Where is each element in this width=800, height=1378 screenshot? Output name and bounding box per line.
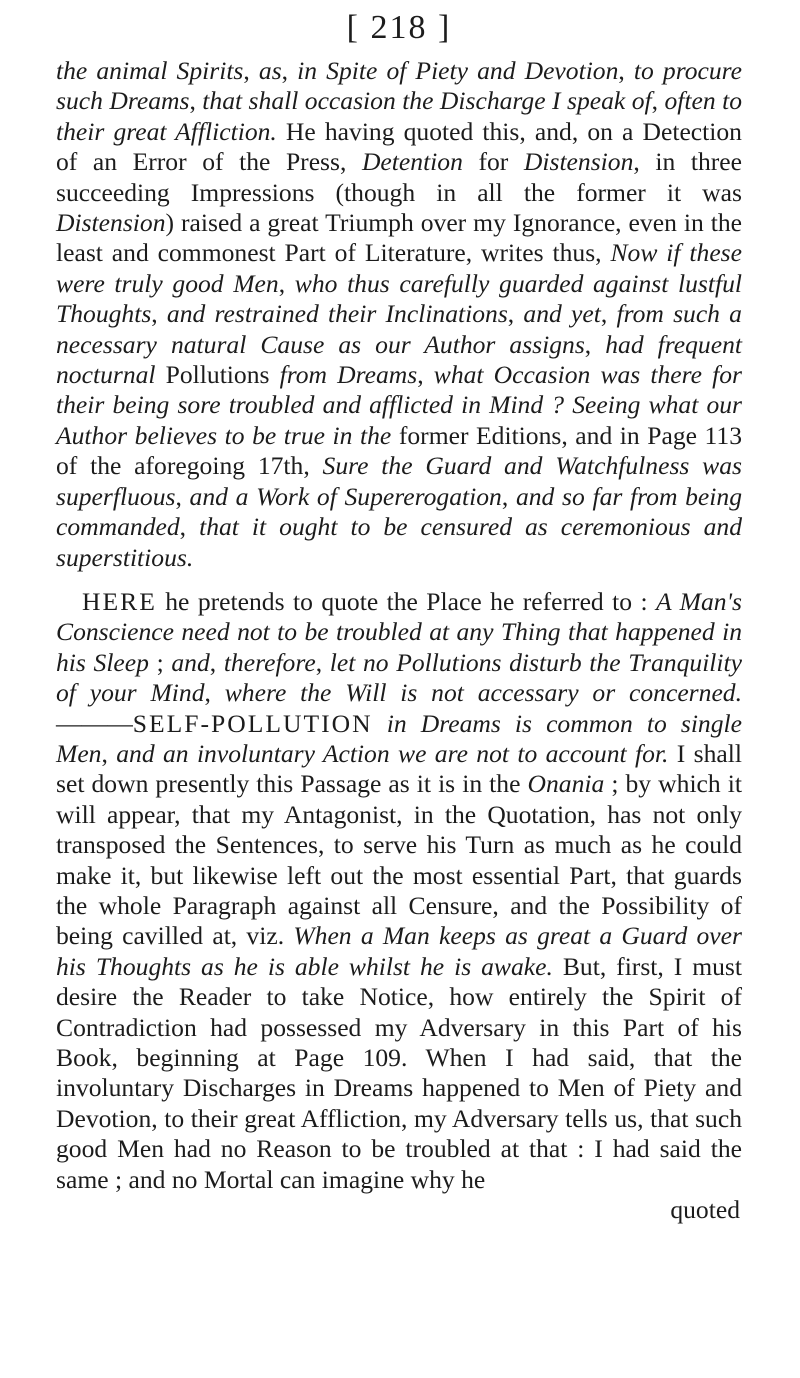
roman-run: ; by which it will appear, that my Antagonist, in the Quotation, has not only transposed the Sentences, to serve his Turn as much as he could make it, but likewise left out the most essential Part, that guards the whole Paragraph against all Censure, and the Possibility of being cavilled at, viz. <box>56 769 742 951</box>
italic-run: the animal Spirits <box>56 56 244 85</box>
italic-run: therefore <box>223 647 316 677</box>
italic-run: and a Work of Supererogation <box>189 481 502 511</box>
italic-run: and yet <box>523 299 601 329</box>
roman-run: I shall set down presently this Passage as it is in the <box>56 738 742 799</box>
italic-run: that it ought to be censured as ceremonious and superstitious. <box>56 512 743 572</box>
roman-run: , <box>243 56 259 85</box>
paragraph-1 <box>56 56 742 573</box>
roman-run <box>373 709 387 738</box>
roman-run: , <box>278 268 295 298</box>
paragraph-2 <box>56 587 742 1195</box>
roman-run: former Editions, and in Page 113 of the aforegoing 17th, <box>56 420 743 481</box>
roman-run: , <box>204 678 225 708</box>
roman-run: , <box>209 647 224 677</box>
italic-run: and an involuntary Action we are not to account for. <box>116 738 669 768</box>
roman-run: , <box>501 481 516 511</box>
roman-run: , <box>151 299 167 329</box>
roman-run: for <box>462 147 524 177</box>
italic-run: to procure such Dreams <box>56 56 743 116</box>
roman-run: ——— <box>56 708 133 738</box>
italic-run: where the Will is not accessary or concerned. <box>224 678 742 708</box>
roman-run: , <box>315 647 330 677</box>
roman-run: SELF-POLLUTION <box>132 708 373 738</box>
roman-run: He having quoted this, and, on a Detection of an Error of the Press, <box>56 116 742 177</box>
italic-run: who thus carefully guarded against lustful Thoughts <box>56 268 743 329</box>
roman-run: , in three succeeding Impressions (though in all the former it was <box>56 147 742 207</box>
roman-run: , <box>584 329 606 359</box>
italic-run: Detention <box>361 147 463 177</box>
roman-run: , <box>281 56 298 85</box>
italic-run: A Man's Conscience need not to be troubled at any Thing that happened in his Sleep <box>56 586 742 677</box>
italic-run: Distension <box>523 147 634 177</box>
roman-run: , <box>600 299 617 329</box>
italic-run: that shall occasion the Discharge I speak of <box>202 86 652 116</box>
italic-run: and <box>171 647 210 677</box>
roman-run: ) raised a great Triumph over my Ignorance, even in the least and commonest Part of Literature, writes thus, <box>56 208 742 268</box>
page-number-header: [ 218 ] <box>346 9 452 46</box>
roman-run: But, first, I must desire the Reader to take Notice, how entirely the Spirit of Contradiction had possessed my Adversary in this Part of his Book, beginning at Page 109. When I had said, that the involuntary Discharges in Dreams happened to Men of Piety and Devotion, to their great Affliction, my Adversary tells us, that such good Men had no Reason to be troubled at that : I had said the same ; and no Mortal can imagine why he <box>56 951 742 1194</box>
italic-run: what Occasion was there for their being sore troubled and afflicted in Mind ? Seeing what our Author believes to be true in the <box>56 360 743 450</box>
italic-run: Onania <box>527 769 605 799</box>
roman-run: ; <box>148 647 172 677</box>
catchword: quoted <box>670 1195 740 1225</box>
italic-run: and so far from being commanded <box>56 481 742 542</box>
italic-run: When a Man keeps as great a Guard over his Thoughts as he is able whilst he is awake. <box>56 921 742 981</box>
italic-run: in Dreams is common to single Men <box>56 708 742 768</box>
roman-run: , <box>618 56 634 85</box>
italic-run: let no Pollutions disturb the Tranquility of your Mind <box>56 647 742 708</box>
roman-run: he pretends to quote the Place he referred to : <box>156 586 657 616</box>
roman-run: , <box>101 738 117 768</box>
italic-run: often to their great Affliction. <box>56 86 742 146</box>
roman-run: , <box>189 86 203 116</box>
roman-run: , <box>417 360 434 390</box>
italic-run: had frequent nocturnal <box>56 329 742 390</box>
italic-run: as <box>258 56 282 85</box>
italic-run: Sure the Guard and Watchfulness was superfluous <box>56 451 742 511</box>
roman-run: , <box>175 481 190 511</box>
italic-run: from such a necessary natural Cause as our Author assigns <box>56 299 742 359</box>
roman-run: , <box>651 86 665 116</box>
roman-run: HERE <box>82 586 157 616</box>
roman-run: , <box>179 512 200 542</box>
italic-run: from Dreams <box>279 360 418 390</box>
italic-run: in Spite of Piety and Devotion <box>297 56 619 85</box>
italic-run: Now if these were truly good Men <box>56 238 743 298</box>
italic-run: Distension <box>56 208 166 238</box>
roman-run: Pollutions <box>155 360 280 390</box>
italic-run: and restrained their Inclinations <box>166 299 508 329</box>
body-text <box>56 56 742 1195</box>
roman-run: , <box>507 299 524 329</box>
